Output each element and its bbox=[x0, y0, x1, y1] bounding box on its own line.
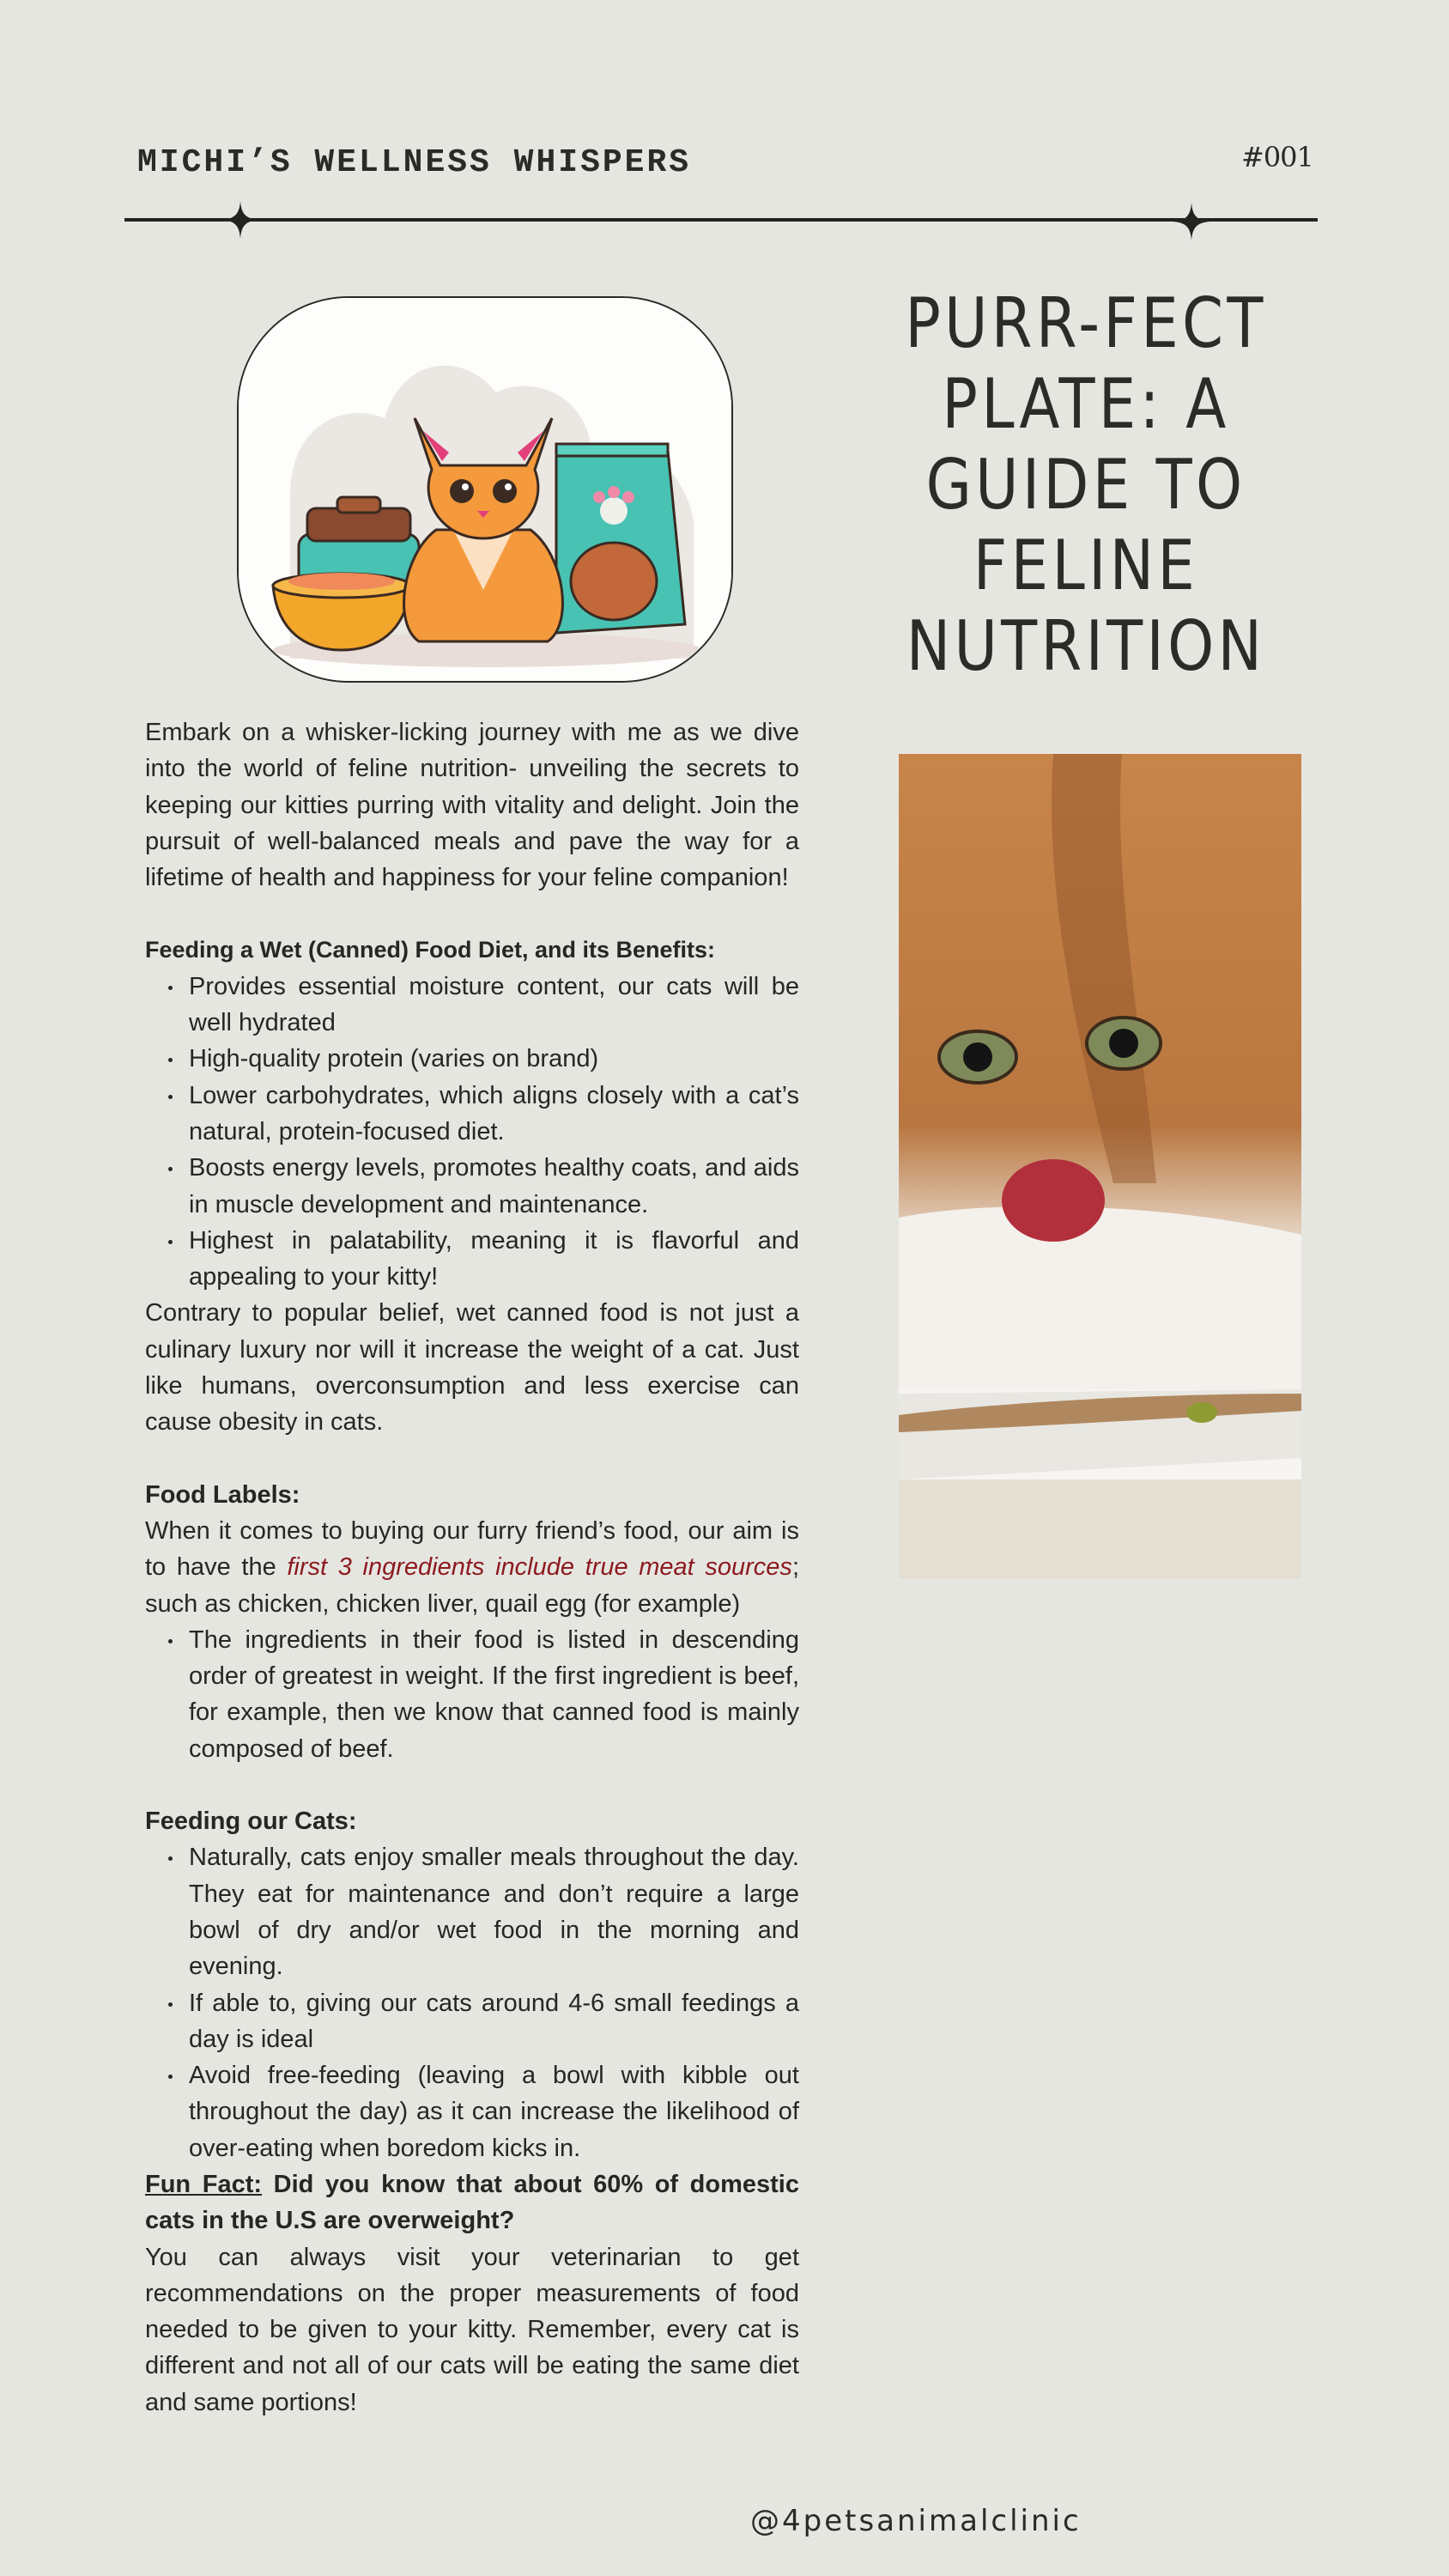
list-item: Lower carbohydrates, which aligns closely with a cat’s natural, protein-focused diet. bbox=[189, 1078, 799, 1151]
wet-food-note: Contrary to popular belief, wet canned food is not just a culinary luxury nor will it increase the weight of a cat. Just like humans, overconsumption and less exercise can cause obesity in cats. bbox=[145, 1299, 799, 1437]
title-line: NUTRITION bbox=[906, 606, 1266, 686]
feeding-list bbox=[145, 1839, 799, 2166]
fun-fact-question: Did you know that about 60% of domestic cats in the U.S are overweight? bbox=[145, 2170, 799, 2235]
section-heading-feeding: Feeding our Cats: bbox=[145, 1807, 357, 1836]
list-item: High-quality protein (varies on brand) bbox=[189, 1041, 799, 1077]
list-item: Avoid free-feeding (leaving a bowl with kibble out throughout the day) as it can increase the likelihood of over-eating when boredom kicks in. bbox=[189, 2057, 799, 2166]
title-line: GUIDE TO bbox=[925, 445, 1246, 525]
wet-food-benefits-list bbox=[145, 969, 799, 1296]
food-labels-text: ; such as chicken, chicken liver, quail egg (for example) bbox=[145, 1553, 799, 1618]
masthead-title: MICHI’S WELLNESS WHISPERS bbox=[137, 144, 692, 181]
title-line: PURR-FECT bbox=[905, 283, 1267, 363]
list-item: Highest in palatability, meaning it is flavorful and appealing to your kitty! bbox=[189, 1223, 799, 1296]
list-item: Naturally, cats enjoy smaller meals throughout the day. They eat for maintenance and don’t require a large bowl of dry and/or wet food in the morning and evening. bbox=[189, 1839, 799, 1984]
title-line: PLATE: A bbox=[942, 364, 1230, 444]
intro-paragraph: Embark on a whisker-licking journey with me as we dive into the world of feline nutrition- unveiling the secrets to keeping our kitties purring with vitality and delight. Join the pursuit of well-balanced meals and pave the way for a lifetime of health and happiness for your feline companion! bbox=[145, 719, 799, 892]
cat-food-illustration bbox=[237, 296, 733, 683]
section-heading-wet-food: Feeding a Wet (Canned) Food Diet, and its Benefits: bbox=[145, 937, 716, 963]
food-labels-paragraph bbox=[145, 1513, 799, 1622]
sparkle-left-icon bbox=[221, 201, 259, 239]
title-line: FELINE bbox=[973, 526, 1199, 605]
cat-licking-photo bbox=[899, 754, 1301, 1578]
list-item: Provides essential moisture content, our cats will be well hydrated bbox=[189, 969, 799, 1042]
article-title bbox=[883, 283, 1289, 687]
emphasized-text: first 3 ingredients include true meat sources bbox=[287, 1553, 792, 1582]
list-item: If able to, giving our cats around 4-6 small feedings a day is ideal bbox=[189, 1985, 799, 2058]
social-handle: @4petsanimalclinic bbox=[750, 2504, 1082, 2538]
issue-number: #001 bbox=[1241, 141, 1313, 173]
food-labels-text: When it comes to buying our furry friend’s food, our aim is to have the bbox=[145, 1516, 799, 1582]
list-item: Boosts energy levels, promotes healthy coats, and aids in muscle development and maintenance. bbox=[189, 1150, 799, 1223]
section-heading-food-labels: Food Labels: bbox=[145, 1480, 300, 1509]
food-labels-list bbox=[145, 1622, 799, 1767]
list-item: The ingredients in their food is listed in descending order of greatest in weight. If the first ingredient is beef, for example, then we know that canned food is mainly composed of beef. bbox=[189, 1622, 799, 1767]
cat-photo-image-icon bbox=[899, 754, 1301, 1578]
sparkle-right-icon bbox=[1173, 203, 1210, 240]
cartoon-cat-image-icon bbox=[239, 298, 731, 681]
article-body bbox=[145, 714, 799, 2421]
fun-fact-label: Fun Fact: bbox=[145, 2170, 263, 2198]
fun-fact bbox=[145, 2166, 799, 2239]
header-divider bbox=[124, 218, 1318, 222]
fun-fact-text: You can always visit your veterinarian to get recommendations on the proper measurements of food needed to be given to your kitty. Remember, every cat is different and not all of our cats will be eating the same diet and same portions! bbox=[145, 2243, 799, 2416]
